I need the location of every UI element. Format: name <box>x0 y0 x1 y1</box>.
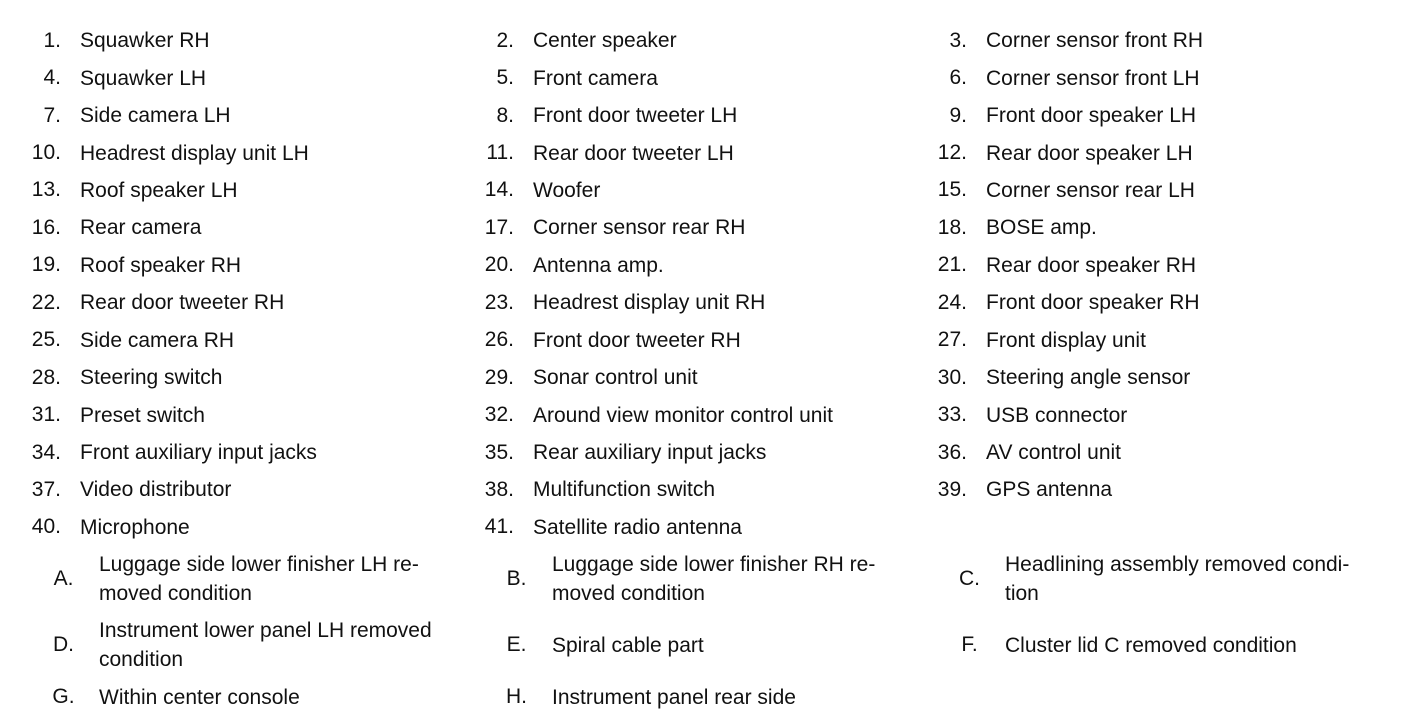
legend-entry <box>481 134 913 171</box>
legend-number: 16. <box>31 215 61 239</box>
legend-label: Corner sensor front RH <box>986 29 1204 53</box>
legend-letter: C. <box>959 567 980 591</box>
legend-number: 10. <box>31 141 61 165</box>
legend-entry <box>481 284 913 321</box>
legend-entry <box>481 22 913 59</box>
legend-entry <box>28 284 460 321</box>
legend-label: Instrument panel rear side <box>552 685 796 709</box>
legend-label: Rear door speaker LH <box>986 141 1193 165</box>
legend-number: 3. <box>949 28 967 52</box>
legend-label: Antenna amp. <box>533 253 664 277</box>
legend-label: Front door tweeter LH <box>533 104 738 128</box>
legend-label: Headlining assembly removed condi- tion <box>1005 553 1350 606</box>
legend-number: 38. <box>484 477 514 501</box>
legend-label: Woofer <box>533 178 601 202</box>
legend-number: 34. <box>31 440 61 464</box>
legend-entry <box>481 396 913 433</box>
legend-label: Squawker LH <box>80 66 207 90</box>
legend-label: Satellite radio antenna <box>533 515 742 539</box>
legend-entry <box>28 434 460 471</box>
legend-number: 8. <box>496 103 514 127</box>
legend-label: Luggage side lower finisher LH re- moved condition <box>99 553 419 606</box>
legend-entry <box>481 678 932 716</box>
legend-label: Video distributor <box>80 478 232 502</box>
legend-label: Roof speaker RH <box>80 253 242 277</box>
legend-entry <box>934 247 1366 284</box>
legend-label: Corner sensor rear RH <box>533 216 746 240</box>
legend-entry <box>28 546 479 612</box>
legend-label: Luggage side lower finisher RH re- moved condition <box>552 553 876 606</box>
legend-row <box>0 172 1408 209</box>
legend-label: Front display unit <box>986 328 1146 352</box>
legend-entry <box>481 359 913 396</box>
legend-number: 2. <box>496 28 514 52</box>
legend-entry <box>28 322 460 359</box>
legend-row <box>0 97 1408 134</box>
legend-row <box>0 434 1408 471</box>
legend-number: 6. <box>949 66 967 90</box>
component-legend <box>0 22 1408 716</box>
legend-number: 4. <box>43 66 61 90</box>
legend-label: Front door speaker LH <box>986 104 1197 128</box>
legend-entry <box>481 172 913 209</box>
legend-number: 30. <box>937 365 967 389</box>
legend-entry <box>481 59 913 96</box>
legend-entry <box>934 97 1366 134</box>
legend-number: 22. <box>31 290 61 314</box>
legend-entry <box>28 134 460 171</box>
legend-entry <box>934 396 1366 433</box>
legend-number: 21. <box>937 253 967 277</box>
legend-number: 40. <box>31 515 61 539</box>
legend-letter: G. <box>52 685 75 709</box>
legend-number: 39. <box>937 477 967 501</box>
legend-letter: E. <box>506 633 527 657</box>
legend-entry <box>28 612 479 678</box>
legend-number: 35. <box>484 440 514 464</box>
legend-row <box>0 509 1408 546</box>
legend-number: 7. <box>43 103 61 127</box>
legend-number: 20. <box>484 253 514 277</box>
legend-row <box>0 134 1408 171</box>
legend-number: 15. <box>937 178 967 202</box>
legend-label: Rear auxiliary input jacks <box>533 441 767 465</box>
legend-label: BOSE amp. <box>986 216 1097 240</box>
legend-letter: H. <box>506 685 527 709</box>
legend-row <box>0 22 1408 59</box>
legend-entry <box>934 471 1366 508</box>
legend-row <box>0 396 1408 433</box>
legend-entry <box>481 612 932 678</box>
legend-number: 33. <box>937 403 967 427</box>
legend-letter: F. <box>961 633 978 657</box>
legend-number: 18. <box>937 215 967 239</box>
legend-label: Rear camera <box>80 216 202 240</box>
legend-label: Corner sensor front LH <box>986 66 1200 90</box>
legend-row <box>0 359 1408 396</box>
legend-number: 29. <box>484 365 514 389</box>
legend-entry <box>481 209 913 246</box>
legend-label: Around view monitor control unit <box>533 403 833 427</box>
legend-entry <box>481 322 913 359</box>
legend-label: Headrest display unit LH <box>80 141 309 165</box>
legend-label: AV control unit <box>986 441 1122 465</box>
legend-entry <box>28 396 460 433</box>
legend-label: Roof speaker LH <box>80 178 238 202</box>
legend-label: Front camera <box>533 66 658 90</box>
legend-label: Instrument lower panel LH removed condition <box>99 619 432 672</box>
legend-entry <box>481 509 913 546</box>
legend-label: Side camera LH <box>80 104 231 128</box>
legend-entry <box>934 359 1366 396</box>
legend-row <box>0 546 1408 612</box>
legend-number: 11. <box>486 141 514 165</box>
legend-entry <box>481 471 913 508</box>
legend-row <box>0 209 1408 246</box>
legend-row <box>0 612 1408 678</box>
legend-number: 27. <box>937 328 967 352</box>
legend-entry <box>934 22 1366 59</box>
legend-row <box>0 59 1408 96</box>
legend-label: Spiral cable part <box>552 633 704 657</box>
legend-label: Front auxiliary input jacks <box>80 441 317 465</box>
legend-entry <box>934 322 1366 359</box>
legend-number: 9. <box>949 103 967 127</box>
legend-number: 23. <box>484 290 514 314</box>
legend-entry <box>934 172 1366 209</box>
legend-label: GPS antenna <box>986 478 1113 502</box>
legend-label: Center speaker <box>533 29 677 53</box>
legend-entry <box>934 434 1366 471</box>
legend-letter: B. <box>506 567 527 591</box>
legend-number: 12. <box>937 141 967 165</box>
legend-entry <box>28 509 460 546</box>
legend-label: Steering switch <box>80 366 223 390</box>
legend-label: Side camera RH <box>80 328 235 352</box>
legend-label: Rear door speaker RH <box>986 253 1197 277</box>
legend-entry <box>28 22 460 59</box>
legend-number: 13. <box>31 178 61 202</box>
legend-entry <box>28 471 460 508</box>
legend-label: Preset switch <box>80 403 205 427</box>
legend-letter: A. <box>53 567 74 591</box>
legend-number: 5. <box>496 66 514 90</box>
legend-number: 36. <box>937 440 967 464</box>
legend-number: 26. <box>484 328 514 352</box>
legend-row <box>0 322 1408 359</box>
legend-label: Rear door tweeter LH <box>533 141 734 165</box>
legend-label: Front door speaker RH <box>986 291 1200 315</box>
legend-label: Headrest display unit RH <box>533 291 766 315</box>
legend-number: 41. <box>484 515 514 539</box>
legend-entry <box>28 359 460 396</box>
legend-entry <box>481 247 913 284</box>
legend-entry <box>934 546 1385 612</box>
legend-entry <box>934 59 1366 96</box>
legend-entry <box>934 209 1366 246</box>
legend-number: 25. <box>31 328 61 352</box>
legend-number: 1. <box>43 28 61 52</box>
legend-label: USB connector <box>986 403 1128 427</box>
legend-label: Squawker RH <box>80 29 210 53</box>
legend-entry <box>28 678 479 716</box>
legend-number: 31. <box>31 403 61 427</box>
legend-row <box>0 678 1408 716</box>
legend-entry <box>934 284 1366 321</box>
legend-entry <box>28 247 460 284</box>
legend-entry <box>28 59 460 96</box>
legend-entry <box>481 97 913 134</box>
legend-row <box>0 471 1408 508</box>
legend-number: 37. <box>31 477 61 501</box>
legend-entry <box>28 172 460 209</box>
legend-number: 28. <box>31 365 61 389</box>
legend-number: 32. <box>484 403 514 427</box>
legend-number: 14. <box>484 178 514 202</box>
legend-label: Corner sensor rear LH <box>986 178 1195 202</box>
legend-number: 19. <box>31 253 61 277</box>
legend-entry <box>481 546 932 612</box>
legend-entry <box>28 97 460 134</box>
legend-entry <box>481 434 913 471</box>
legend-number: 17. <box>484 215 514 239</box>
legend-row <box>0 247 1408 284</box>
legend-label: Microphone <box>80 515 190 539</box>
legend-entry <box>28 209 460 246</box>
legend-label: Sonar control unit <box>533 366 698 390</box>
legend-label: Front door tweeter RH <box>533 328 741 352</box>
legend-label: Steering angle sensor <box>986 366 1191 390</box>
legend-label: Within center console <box>99 685 300 709</box>
legend-entry <box>934 612 1385 678</box>
legend-label: Multifunction switch <box>533 478 716 502</box>
legend-letter: D. <box>53 633 74 657</box>
legend-number: 24. <box>937 290 967 314</box>
legend-entry <box>934 134 1366 171</box>
legend-label: Rear door tweeter RH <box>80 291 285 315</box>
legend-row <box>0 284 1408 321</box>
legend-label: Cluster lid C removed condition <box>1005 633 1297 657</box>
